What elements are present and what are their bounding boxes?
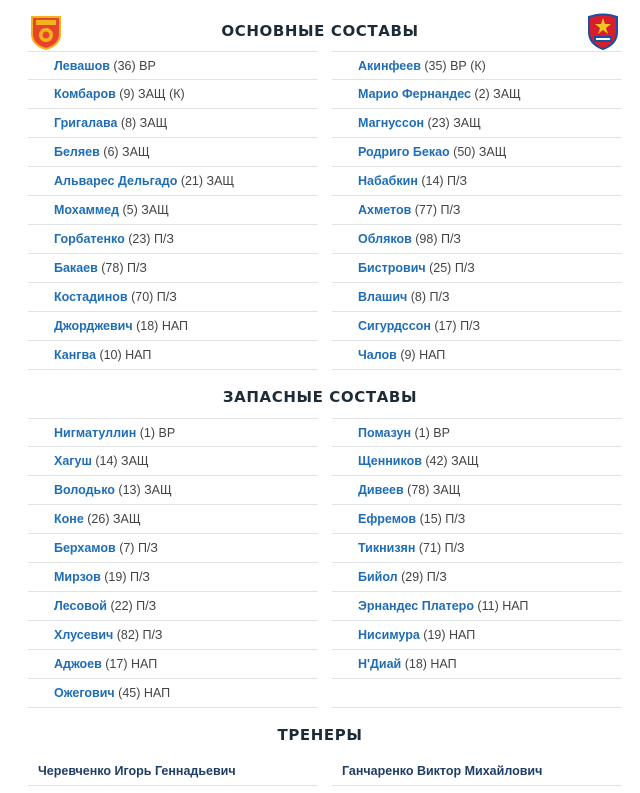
player-name-link[interactable]: Комбаров [54,87,116,101]
player-name-link[interactable]: Хагуш [54,454,92,468]
player-name-link[interactable]: Аджоев [54,657,102,671]
player-name-link[interactable]: Ефремов [358,512,417,526]
player-number-position: (26) ЗАЩ [83,512,141,526]
player-number-position: (17) П/З [430,319,481,333]
player-number-position: (77) П/З [411,203,461,217]
player-row [332,283,622,312]
player-number-position: (45) НАП [114,686,171,700]
home-coach[interactable]: Черевченко Игорь Геннадьевич [28,756,318,786]
player-name-link[interactable]: Мирзов [54,570,101,584]
player-name-link[interactable]: Володько [54,483,115,497]
player-name-link[interactable]: Ожегович [54,686,115,700]
player-row [332,109,622,138]
player-row [28,447,318,476]
player-number-position: (36) ВР [109,59,156,73]
player-number-position: (2) ЗАЩ [470,87,521,101]
player-row [28,534,318,563]
player-row [28,283,318,312]
player-row [332,534,622,563]
player-row [332,650,622,679]
player-name-link[interactable]: Акинфеев [358,59,421,73]
player-number-position: (9) ЗАЩ (К) [115,87,185,101]
player-row [28,476,318,505]
player-number-position: (21) ЗАЩ [177,174,235,188]
player-number-position: (29) П/З [397,570,447,584]
player-name-link[interactable]: Обляков [358,232,412,246]
player-number-position: (17) НАП [101,657,158,671]
player-name-link[interactable]: Костадинов [54,290,128,304]
player-name-link[interactable]: Бакаев [54,261,98,275]
player-row [332,621,622,650]
player-number-position: (42) ЗАЩ [421,454,479,468]
player-number-position: (98) П/З [411,232,461,246]
player-row [28,418,318,447]
player-name-link[interactable]: Нигматуллин [54,426,137,440]
player-name-link[interactable]: Джорджевич [54,319,133,333]
player-number-position: (15) П/З [416,512,466,526]
player-row [28,138,318,167]
player-number-position: (18) НАП [401,657,457,671]
player-name-link[interactable]: Кангва [54,348,96,362]
starters-section-title: ОСНОВНЫЕ СОСТАВЫ [221,22,419,40]
player-row [28,254,318,283]
player-name-link[interactable]: Коне [54,512,84,526]
player-number-position: (25) П/З [425,261,475,275]
player-number-position: (10) НАП [95,348,152,362]
player-row [332,80,622,109]
player-name-link[interactable]: Альварес Дельгадо [54,174,178,188]
player-name-link[interactable]: Родриго Бекао [358,145,450,159]
player-number-position: (8) П/З [407,290,450,304]
player-row [28,196,318,225]
player-row [332,447,622,476]
player-name-link[interactable]: Щенников [358,454,422,468]
player-row [332,254,622,283]
player-name-link[interactable]: Тикнизян [358,541,416,555]
player-name-link[interactable]: Лесовой [54,599,107,613]
player-name-link[interactable]: Хлусевич [54,628,114,642]
player-name-link[interactable]: Дивеев [358,483,404,497]
player-number-position: (14) П/З [417,174,468,188]
player-row [332,476,622,505]
player-number-position: (7) П/З [115,541,158,555]
player-name-link[interactable]: Помазун [358,426,412,440]
away-coach[interactable]: Ганчаренко Виктор Михайлович [332,756,622,786]
player-number-position: (9) НАП [396,348,446,362]
player-number-position: (18) НАП [132,319,189,333]
player-number-position: (6) ЗАЩ [99,145,150,159]
player-name-link[interactable]: Берхамов [54,541,116,555]
player-row [332,505,622,534]
player-name-link[interactable]: Набабкин [358,174,418,188]
player-name-link[interactable]: Горбатенко [54,232,125,246]
player-name-link[interactable]: Беляев [54,145,100,159]
player-row [332,51,622,80]
empty-row [332,679,622,708]
player-number-position: (13) ЗАЩ [114,483,172,497]
player-number-position: (71) П/З [415,541,465,555]
player-name-link[interactable]: Ахметов [358,203,412,217]
player-row [28,505,318,534]
player-row [28,51,318,80]
player-number-position: (14) ЗАЩ [91,454,149,468]
player-row [28,563,318,592]
player-row [332,418,622,447]
player-number-position: (82) П/З [113,628,163,642]
player-row [332,225,622,254]
player-row [332,312,622,341]
player-row [28,679,318,708]
player-number-position: (19) П/З [100,570,150,584]
player-row [28,167,318,196]
away-starters-list [332,51,622,370]
player-name-link[interactable]: Мохаммед [54,203,120,217]
player-name-link[interactable]: Магнуссон [358,116,425,130]
player-name-link[interactable]: Чалов [358,348,397,362]
player-number-position: (22) П/З [107,599,157,613]
player-number-position: (19) НАП [419,628,476,642]
player-row [28,341,318,370]
player-number-position: (11) НАП [473,599,529,613]
player-number-position: (23) П/З [124,232,174,246]
home-subs-list [28,418,318,708]
player-row [28,109,318,138]
player-row [332,167,622,196]
player-number-position: (23) ЗАЩ [424,116,481,130]
player-row [332,592,622,621]
player-row [332,196,622,225]
player-name-link[interactable]: Сигурдссон [358,319,431,333]
coaches-section-title: ТРЕНЕРЫ [277,726,363,744]
player-row [28,592,318,621]
player-name-link[interactable]: Левашов [54,59,110,73]
player-number-position: (70) П/З [127,290,177,304]
player-name-link[interactable]: Нисимура [358,628,420,642]
away-subs-list [332,418,622,708]
player-row [28,312,318,341]
player-name-link[interactable]: Влашич [358,290,408,304]
home-starters-list [28,51,318,370]
player-number-position: (78) П/З [97,261,147,275]
player-row [28,80,318,109]
player-row [332,138,622,167]
player-number-position: (8) ЗАЩ [117,116,168,130]
player-name-link[interactable]: Н'Диай [358,657,402,671]
player-name-link[interactable]: Эрнандес Платеро [358,599,474,613]
player-number-position: (50) ЗАЩ [449,145,507,159]
player-name-link[interactable]: Марио Фернандес [358,87,471,101]
cska-moscow-crest-icon [586,12,620,50]
player-number-position: (1) ВР [411,426,450,440]
player-number-position: (5) ЗАЩ [119,203,169,217]
player-row [28,650,318,679]
player-row [332,341,622,370]
player-number-position: (35) ВР (К) [420,59,486,73]
player-number-position: (1) ВР [136,426,176,440]
player-row [28,225,318,254]
player-row [28,621,318,650]
player-number-position: (78) ЗАЩ [403,483,461,497]
player-name-link[interactable]: Бистрович [358,261,426,275]
player-row [332,563,622,592]
player-name-link[interactable]: Бийол [358,570,398,584]
player-name-link[interactable]: Григалава [54,116,118,130]
subs-section-title: ЗАПАСНЫЕ СОСТАВЫ [222,388,418,406]
